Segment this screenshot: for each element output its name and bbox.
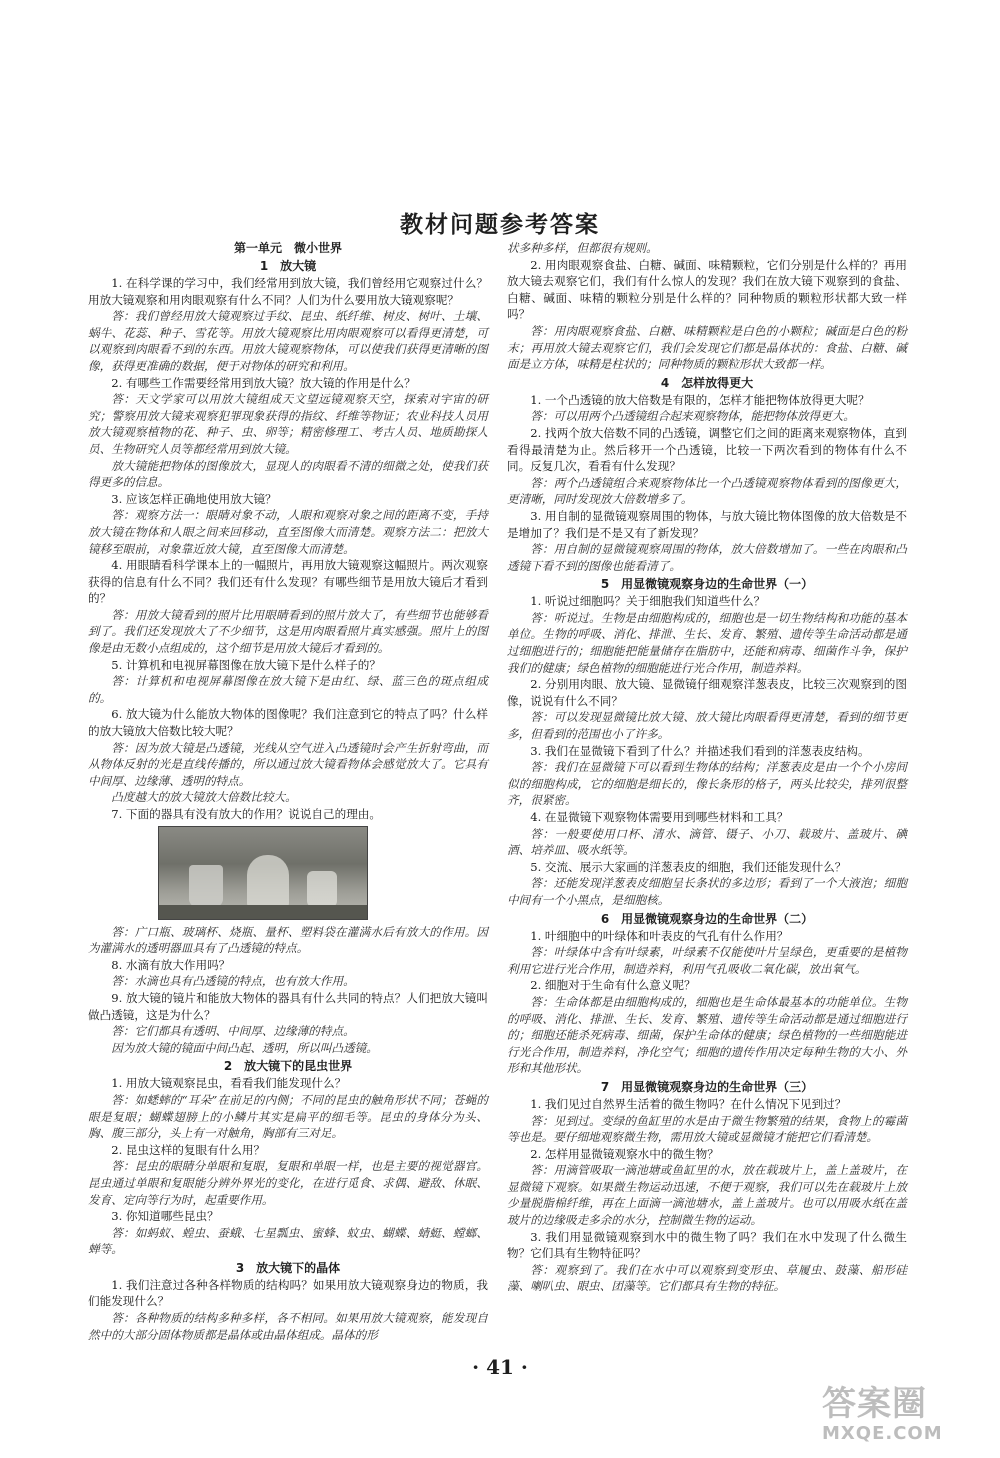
unit-title: 第一单元 微小世界 <box>233 241 342 255</box>
question: 7. 下面的器具有没有放大的作用？说说自己的理由。 <box>111 807 381 821</box>
answer: 答：可以用两个凸透镜组合起来观察物体，能把物体放得更大。 <box>530 409 855 424</box>
answer: 答：昆虫的眼睛分单眼和复眼，复眼和单眼一样，也是主要的视觉器官。昆虫通过单眼和复眼能分辨外界光的变化，在进行觅食、求偶、避敌、休眠、发育、定向等行为时，起重要作用。 <box>88 1159 488 1207</box>
answer: 答：计算机和电视屏幕图像在放大镜下是由红、绿、蓝三色的斑点组成的。 <box>88 674 488 705</box>
watermark <box>822 1384 992 1454</box>
lesson-title: 1 放大镜 <box>259 259 317 273</box>
answer: 答：观察方法一：眼睛对象不动，人眼和观察对象之间的距离不变，手持放大镜在物体和人眼之间来回移动，直至图像大而清楚。观察方法二：把放大镜移至眼前，对象靠近放大镜，直至图像大而清楚。 <box>88 508 488 556</box>
question: 5. 计算机和电视屏幕图像在放大镜下是什么样子的？ <box>111 657 381 672</box>
question: 2. 怎样用显微镜观察水中的微生物？ <box>530 1146 719 1161</box>
question: 2. 细胞对于生命有什么意义呢？ <box>530 978 696 993</box>
answer: 答：用肉眼观察食盐、白糖、味精颗粒是白色的小颗粒；碱面是白色的粉末；再用放大镜去观察它们，我们会发现它们都是晶体状的：食盐、白糖、碱面是立方体，味精是柱状的；同种物质的颗粒形状大致都一样。 <box>507 323 907 372</box>
answer: 答：各种物质的结构多种多样，各不相同。如果用放大镜观察，能发现自然中的大部分固体物质都是晶体或由晶体组成。晶体的形 <box>88 1311 488 1342</box>
answer: 因为放大镜的镜面中间凸起、透明，所以叫凸透镜。 <box>111 1040 378 1055</box>
answer: 答：见到过。变绿的鱼缸里的水是由于微生物繁殖的结果，食物上的霉菌等也是。要仔细地观察微生物，需用放大镜或显微镜才能把它们看清楚。 <box>507 1113 907 1145</box>
question: 3. 我们用显微镜观察到水中的微生物了吗？我们在水中发现了什么微生物？它们具有生物特征吗？ <box>507 1229 907 1261</box>
answer: 答：天文学家可以用放大镜组成天文望远镜观察天空，探索对宇宙的研究；警察用放大镜来观察犯罪现象获得的指纹、纤维等物证；农业科技人员用放大镜观察植物的花、种子、虫、卵等；精密修理工、考古人员、地质勘探人员、生物研究人员等都经常用到放大镜。 <box>88 392 488 456</box>
question: 8. 水滴有放大作用吗？ <box>111 957 231 972</box>
page-number: · 41 · <box>472 1355 528 1379</box>
watermark-logo: 答案圈 <box>822 1384 927 1424</box>
answer: 答：可以发现显微镜比放大镜、放大镜比肉眼看得更清楚，看到的细节更多，但看到的范围也小了许多。 <box>507 710 907 742</box>
answer: 答：如蟋蟀的“耳朵”在前足的内侧；不同的昆虫的触角形状不同；苍蝇的眼是复眼；蝴蝶翅膀上的小鳞片其实是扁平的细毛等。昆虫的身体分为头、胸、腹三部分，头上有一对触角，胸部有三对足。 <box>88 1092 488 1141</box>
containers-photo <box>158 826 368 920</box>
question: 2. 分别用肉眼、放大镜、显微镜仔细观察洋葱表皮，比较三次观察到的图像，说说有什么不同？ <box>507 677 907 708</box>
lesson-title: 6 用显微镜观察身边的生命世界（二） <box>600 911 814 926</box>
answer: 答：因为放大镜是凸透镜，光线从空气进入凸透镜时会产生折射弯曲，而从物体反射的光是直线传播的，所以通过放大镜看物体会感觉放大了。它具有中间厚、边缘薄、透明的特点。 <box>88 740 488 788</box>
question: 1. 我们注意过各种各样物质的结构吗？如果用放大镜观察身边的物质，我们能发现什么？ <box>88 1277 488 1309</box>
answer: 答：观察到了。我们在水中可以观察到变形虫、草履虫、鼓藻、船形硅藻、喇叭虫、眼虫、团藻等。它们都具有生物的特征。 <box>507 1262 907 1294</box>
answer: 答：我们曾经用放大镜观察过手纹、昆虫、纸纤维、树皮、树叶、土壤、蜗牛、花蕊、种子、雪花等。用放大镜观察比用肉眼观察可以看得更清楚，可以观察到肉眼看不到的东西。用放大镜观察物体，可以使我们获得更清晰的图像，获得更准确的数据，便于对物体的研究和利用。 <box>88 309 488 373</box>
question: 1. 叶细胞中的叶绿体和叶表皮的气孔有什么作用？ <box>530 928 789 943</box>
watermark-url: MXQE.COM <box>822 1423 943 1444</box>
question: 3. 应该怎样正确地使用放大镜？ <box>111 491 277 506</box>
question: 1. 用放大镜观察昆虫，看看我们能发现什么？ <box>111 1076 347 1091</box>
question: 2. 昆虫这样的复眼有什么用？ <box>111 1142 266 1157</box>
question: 3. 用自制的显微镜观察周围的物体，与放大镜比物体图像的放大倍数是不是增加了？我们是不是又有了新发现？ <box>507 508 907 540</box>
question: 1. 一个凸透镜的放大倍数是有限的，怎样才能把物体放得更大呢？ <box>530 392 870 407</box>
answer: 答：如蚂蚁、蝗虫、蚕蛾、七星瓢虫、蜜蜂、蚊虫、蝴蝶、蜻蜓、螳螂、蝉等。 <box>88 1225 488 1257</box>
question: 2. 用肉眼观察食盐、白糖、碱面、味精颗粒，它们分别是什么样的？再用放大镜去观察它们，我们有什么惊人的发现？我们在放大镜下观察到的食盐、白糖、碱面、味精的颗粒分别是什么样的？同种物质的颗粒形状都大致一样吗？ <box>507 257 907 322</box>
answer: 放大镜能把物体的图像放大，显现人的肉眼看不清的细微之处，使我们获得更多的信息。 <box>88 458 488 490</box>
question: 1. 我们见过自然界生活着的微生物吗？在什么情况下见到过？ <box>530 1096 847 1111</box>
lesson-title: 7 用显微镜观察身边的生命世界（三） <box>600 1079 814 1094</box>
lesson-title: 3 放大镜下的晶体 <box>235 1260 341 1275</box>
answer: 答：广口瓶、玻璃杯、烧瓶、量杯、塑料袋在灌满水后有放大的作用。因为灌满水的透明器皿具有了凸透镜的特点。 <box>88 924 488 956</box>
answer: 答：叶绿体中含有叶绿素，叶绿素不仅能使叶片呈绿色，更重要的是植物利用它进行光合作用，制造养料，利用气孔吸收二氧化碳，放出氧气。 <box>507 945 907 976</box>
answer: 答：生命体都是由细胞构成的，细胞也是生命体最基本的功能单位。生物的呼吸、消化、排泄、生长、发育、繁殖、遗传等生命活动都是通过细胞进行的；细胞还能杀死病毒、细菌，保护生命体的健康；绿色植物的一些细胞能进行光合作用，制造养料，净化空气；细胞的遗传作用决定每种生物的大小、外形和其他形状。 <box>507 994 907 1076</box>
left-column <box>88 240 488 1343</box>
answer: 答：还能发现洋葱表皮细胞呈长条状的多边形；看到了一个大液泡；细胞中间有一个小黑点，是细胞核。 <box>507 876 907 907</box>
answer: 凸度越大的放大镜放大倍数比较大。 <box>111 790 297 805</box>
question: 4. 在显微镜下观察物体需要用到哪些材料和工具？ <box>530 810 789 824</box>
right-column <box>507 240 907 1295</box>
answer: 答：我们在显微镜下可以看到生物体的结构；洋葱表皮是由一个个小房间似的细胞构成，它的细胞是细长的，像长条形的格子，两头比较尖，排列很整齐，很紧密。 <box>507 760 907 808</box>
question: 3. 我们在显微镜下看到了什么？并描述我们看到的洋葱表皮结构。 <box>530 743 870 758</box>
answer: 答：水滴也具有凸透镜的特点，也有放大作用。 <box>111 974 355 989</box>
question: 4. 用眼睛看科学课本上的一幅照片，再用放大镜观察这幅照片。两次观察获得的信息有什么不同？我们还有什么发现？有哪些细节是用放大镜后才看到的？ <box>88 558 488 606</box>
answer: 答：用放大镜看到的照片比用眼睛看到的照片放大了，有些细节也能够看到了。我们还发现放大了不少细节，这是用肉眼看照片真实感强。照片上的图像是由无数小点组成的，这个细节是用放大镜后才看到的。 <box>88 607 488 656</box>
question: 5. 交流、展示大家画的洋葱表皮的细胞，我们还能发现什么？ <box>530 859 847 874</box>
question: 2. 找两个放大倍数不同的凸透镜，调整它们之间的距离来观察物体，直到看得最清楚为止。然后移开一个凸透镜，比较一下两次看到的物体有什么不同。反复几次，看看有什么发现？ <box>507 425 907 474</box>
page-title: 教材问题参考答案 <box>400 212 600 238</box>
answer: 答：听说过。生物是由细胞构成的，细胞也是一切生物结构和功能的基本单位。生物的呼吸、消化、排泄、生长、发育、繁殖、遗传等生命活动都是通过细胞进行的；细胞能把能量储存在脂肪中，还能和病毒、细菌作斗争，保护我们的健康；绿色植物的细胞能进行光合作用，制造养料。 <box>507 610 907 675</box>
question: 1. 在科学课的学习中，我们经常用到放大镜，我们曾经用它观察过什么？用放大镜观察和用肉眼观察有什么不同？人们为什么要用放大镜观察呢？ <box>88 276 488 307</box>
question: 1. 听说过细胞吗？关于细胞我们知道些什么？ <box>530 594 766 609</box>
lesson-title: 2 放大镜下的昆虫世界 <box>223 1059 353 1074</box>
question: 3. 你知道哪些昆虫？ <box>111 1209 219 1224</box>
answer-continued: 状多种多样，但都很有规则。 <box>507 241 658 255</box>
answer: 答：两个凸透镜组合来观察物体比一个凸透镜观察物体看到的图像更大，更清晰，同时发现放大倍数增多了。 <box>507 475 907 507</box>
answer: 答：用自制的显微镜观察周围的物体，放大倍数增加了。一些在肉眼和凸透镜下看不到的图像也能看清了。 <box>507 542 907 573</box>
question: 6. 放大镜为什么能放大物体的图像呢？我们注意到它的特点了吗？什么样的放大镜放大倍数比较大呢？ <box>88 707 488 739</box>
answer: 答：它们都具有透明、中间厚、边缘薄的特点。 <box>111 1024 355 1039</box>
question: 2. 有哪些工作需要经常用到放大镜？放大镜的作用是什么？ <box>111 375 416 390</box>
answer: 答：用滴管吸取一滴池塘或鱼缸里的水，放在载玻片上，盖上盖玻片，在显微镜下观察。如果微生物运动迅速，不便于观察，我们可以先在载玻片上放少量脱脂棉纤维，再在上面滴一滴池塘水，盖上盖玻片。也可以用吸水纸在盖玻片的边缘吸走多余的水分，控制微生物的运动。 <box>507 1163 907 1228</box>
answer: 答：一般要使用口杯、清水、滴管、镊子、小刀、载玻片、盖玻片、碘酒、培养皿、吸水纸等。 <box>507 826 907 858</box>
question: 9. 放大镜的镜片和能放大物体的器具有什么共同的特点？人们把放大镜叫做凸透镜，这是为什么？ <box>88 990 488 1022</box>
lesson-title: 4 怎样放得更大 <box>660 375 754 390</box>
lesson-title: 5 用显微镜观察身边的生命世界（一） <box>600 577 814 592</box>
